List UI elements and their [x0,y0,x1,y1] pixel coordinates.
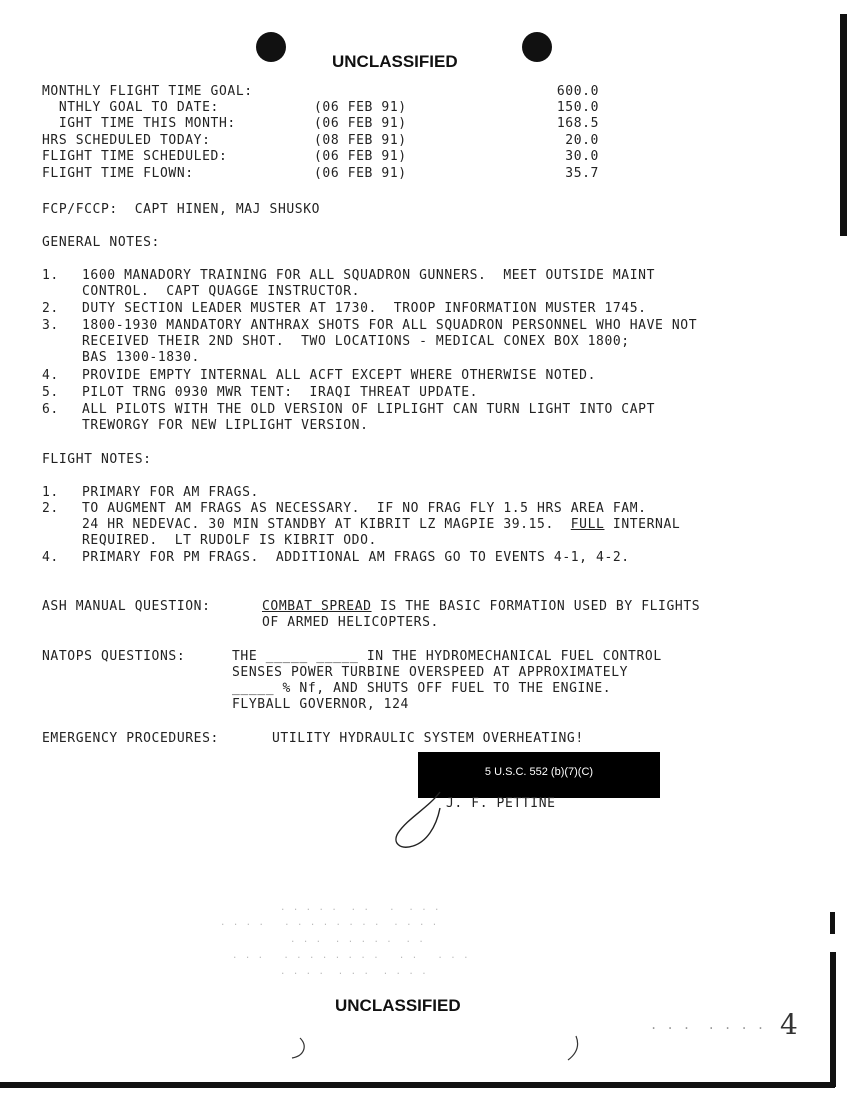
list-item-number: 4. [42,550,59,565]
table-row: MONTHLY FLIGHT TIME GOAL: 600.0 [42,84,599,99]
scan-mark [566,1034,582,1062]
general-notes-heading: GENERAL NOTES: [42,235,160,250]
emergency-text: UTILITY HYDRAULIC SYSTEM OVERHEATING! [272,731,584,746]
list-item: REQUIRED. LT RUDOLF IS KIBRIT ODO. [82,533,377,548]
table-row: HRS SCHEDULED TODAY: (08 FEB 91) 20.0 [42,133,599,148]
list-item-number: 2. [42,301,59,316]
natops-line: _____ % Nf, AND SHUTS OFF FUEL TO THE ENGINE. [232,681,612,696]
table-row: FLIGHT TIME SCHEDULED: (06 FEB 91) 30.0 [42,149,599,164]
stamp-number: 4 [780,1008,798,1041]
ash-question-line: OF ARMED HELICOPTERS. [262,615,439,630]
right-edge-bar-mid [830,912,835,934]
right-edge-bar-bottom [830,952,836,1087]
natops-answer: FLYBALL GOVERNOR, 124 [232,697,409,712]
punch-hole-right [522,32,552,62]
list-item-number: 3. [42,318,59,333]
list-item-number: 4. [42,368,59,383]
header-classification: UNCLASSIFIED [332,52,458,71]
redaction-label: 5 U.S.C. 552 (b)(7)(C) [484,766,594,778]
table-row: IGHT TIME THIS MONTH: (06 FEB 91) 168.5 [42,116,599,131]
flight-notes-heading: FLIGHT NOTES: [42,452,152,467]
natops-label: NATOPS QUESTIONS: [42,649,186,664]
list-item: 1800-1930 MANDATORY ANTHRAX SHOTS FOR ALL SQUADRON PERSONNEL WHO HAVE NOT [82,318,698,333]
natops-line: THE _____ _____ IN THE HYDROMECHANICAL FUEL CONTROL [232,649,662,664]
signature-icon [388,788,458,858]
footer-classification: UNCLASSIFIED [335,996,461,1015]
list-item: BAS 1300-1830. [82,350,200,365]
ash-question-label: ASH MANUAL QUESTION: [42,599,211,614]
ash-question-line: COMBAT SPREAD IS THE BASIC FORMATION USED BY FLIGHTS [262,599,701,614]
list-item: CONTROL. CAPT QUAGGE INSTRUCTOR. [82,284,361,299]
bottom-edge-bar [0,1082,835,1088]
list-item: PILOT TRNG 0930 MWR TENT: IRAQI THREAT UPDATE. [82,385,479,400]
punch-hole-left [256,32,286,62]
faint-text: . . . . . . . . . . . [280,967,428,977]
list-item: 1600 MANADORY TRAINING FOR ALL SQUADRON GUNNERS. MEET OUTSIDE MAINT [82,268,656,283]
list-item: TREWORGY FOR NEW LIPLIGHT VERSION. [82,418,369,433]
list-item: RECEIVED THEIR 2ND SHOT. TWO LOCATIONS - MEDICAL CONEX BOX 1800; [82,334,630,349]
emergency-label: EMERGENCY PROCEDURES: [42,731,219,746]
stamp-text: . . . . . . . [650,1018,766,1032]
list-item-number: 5. [42,385,59,400]
list-item: TO AUGMENT AM FRAGS AS NECESSARY. IF NO FRAG FLY 1.5 HRS AREA FAM. [82,501,647,516]
list-item-number: 1. [42,485,59,500]
right-edge-bar-top [840,14,847,236]
table-row: NTHLY GOAL TO DATE: (06 FEB 91) 150.0 [42,100,599,115]
list-item-number: 2. [42,501,59,516]
faint-text: . . . . . . . . . . [290,935,425,945]
list-item: PRIMARY FOR PM FRAGS. ADDITIONAL AM FRAGS GO TO EVENTS 4-1, 4-2. [82,550,630,565]
list-item: DUTY SECTION LEADER MUSTER AT 1730. TROOP INFORMATION MUSTER 1745. [82,301,647,316]
natops-line: SENSES POWER TURBINE OVERSPEED AT APPROXIMATELY [232,665,629,680]
faint-text: . . . . . . . . . . . [280,903,441,913]
list-item: PRIMARY FOR AM FRAGS. [82,485,259,500]
signature-name: J. F. PETTINE [446,796,556,811]
table-row: FLIGHT TIME FLOWN: (06 FEB 91) 35.7 [42,166,599,181]
list-item: 24 HR NEDEVAC. 30 MIN STANDBY AT KIBRIT LZ MAGPIE 39.15. FULL INTERNAL [82,517,681,532]
fcp-line: FCP/FCCP: CAPT HINEN, MAJ SHUSKO [42,202,321,217]
list-item-number: 6. [42,402,59,417]
list-item-number: 1. [42,268,59,283]
list-item: ALL PILOTS WITH THE OLD VERSION OF LIPLIGHT CAN TURN LIGHT INTO CAPT [82,402,656,417]
scan-mark [290,1036,310,1060]
faint-text: . . . . . . . . . . . . . . . . [232,951,470,961]
list-item: PROVIDE EMPTY INTERNAL ALL ACFT EXCEPT WHERE OTHERWISE NOTED. [82,368,597,383]
faint-text: . . . . . . . . . . . . . . . . [220,918,439,928]
